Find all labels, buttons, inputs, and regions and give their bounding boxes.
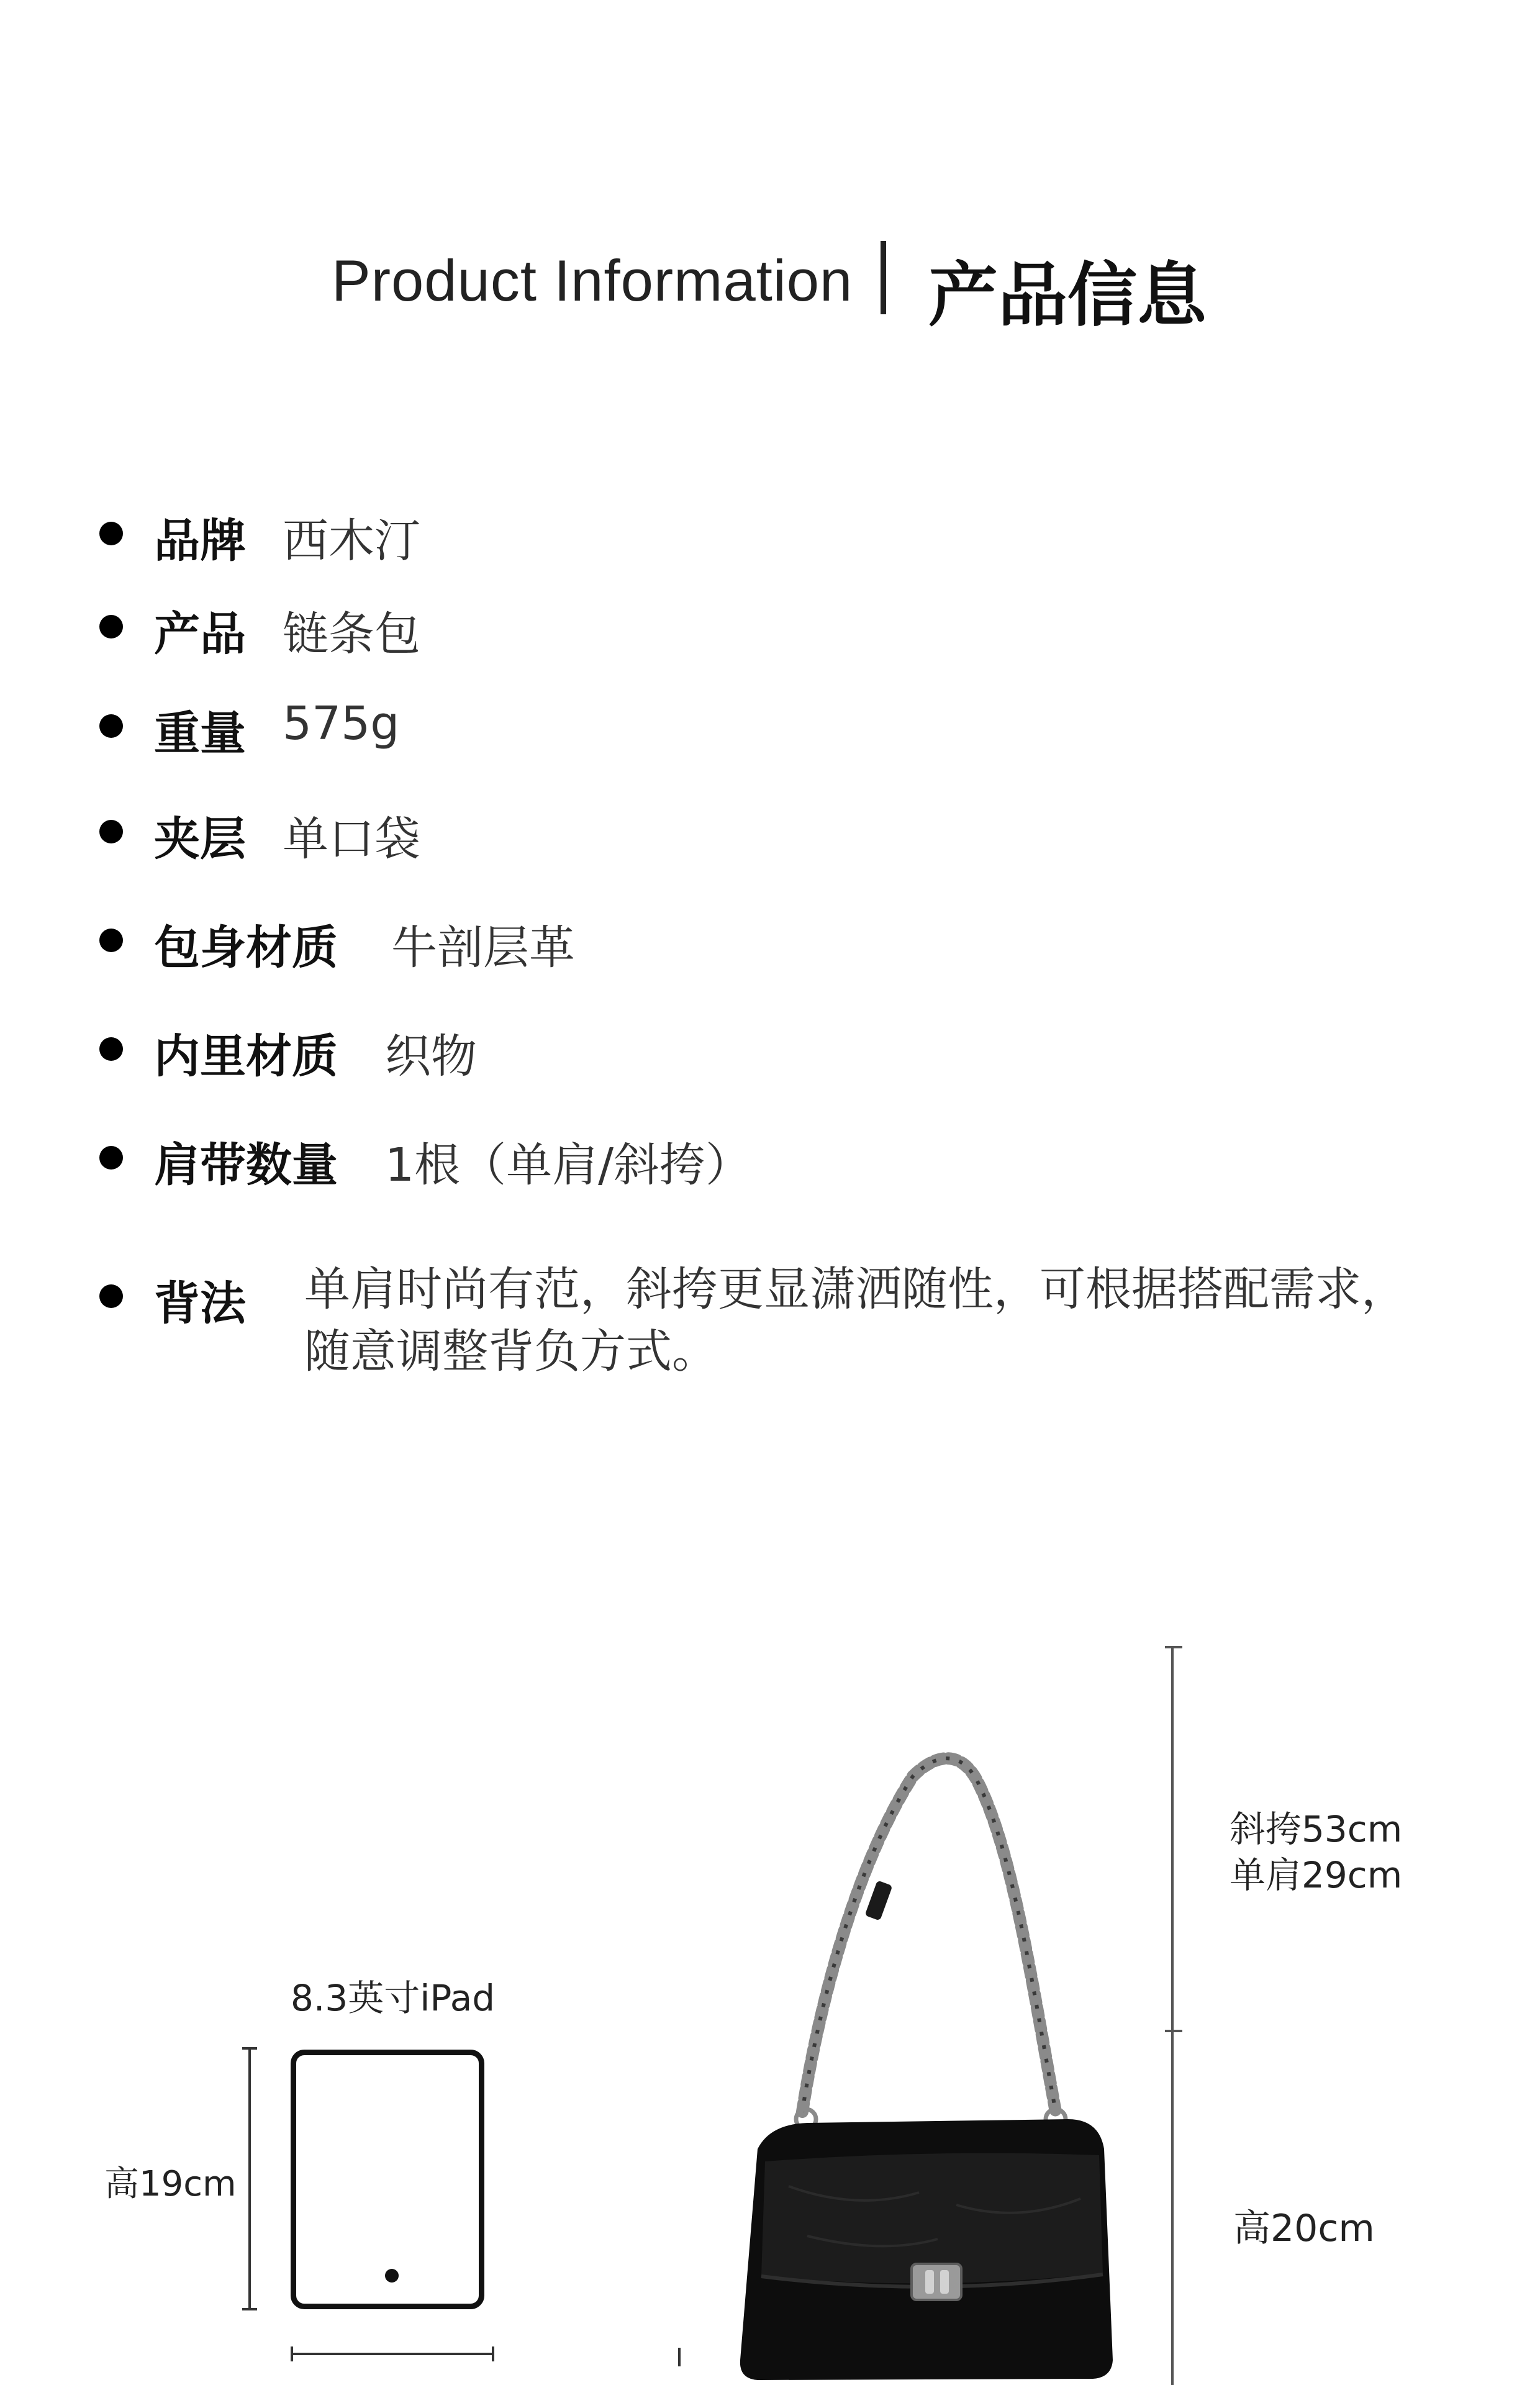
bullet-icon [99, 1284, 123, 1308]
ipad-width-measure-line [291, 2353, 494, 2355]
bullet-icon [99, 1146, 123, 1170]
bullet-icon [99, 929, 123, 952]
spec-value: 链条包 [283, 607, 420, 661]
section-header [0, 236, 1540, 335]
spec-row-carry-style [0, 1260, 1540, 1409]
spec-row-weight [0, 689, 1540, 758]
spec-label: 肩带数量 [154, 1138, 338, 1192]
header-title-en: Product Information [332, 248, 853, 313]
spec-value: 575g [283, 697, 400, 750]
strap-measure-line [1171, 1646, 1174, 2385]
spec-value: 单口袋 [283, 812, 420, 866]
spec-label: 内里材质 [154, 1030, 338, 1083]
spec-label: 背法 [154, 1277, 246, 1330]
bag-width-measure-tick [678, 2348, 681, 2366]
spec-row-pocket [0, 795, 1540, 866]
spec-label: 产品 [154, 607, 246, 661]
bullet-icon [99, 714, 123, 738]
spec-row-product [0, 590, 1540, 661]
bullet-icon [99, 820, 123, 843]
bag-height-label: 高20cm [1233, 2207, 1375, 2250]
spec-value: 单肩时尚有范，斜挎更显潇洒随性，可根据搭配需求，随意调整背负方式。 [304, 1263, 1407, 1378]
strap-shoulder-label: 单肩29cm [1230, 1854, 1403, 1896]
spec-row-strap-count [0, 1121, 1540, 1192]
spec-value: 1根（单肩/斜挎） [385, 1138, 752, 1192]
header-divider [881, 241, 886, 314]
spec-row-brand [0, 497, 1540, 568]
spec-value: 织物 [385, 1030, 477, 1083]
bag-photo-icon [733, 1677, 1155, 2385]
header-title-cn: 产品信息 [928, 255, 1207, 336]
ipad-height-measure-line [248, 2047, 251, 2310]
spec-label: 包身材质 [154, 921, 338, 974]
ipad-label: 8.3英寸iPad [291, 1977, 496, 2019]
ipad-outline-icon [291, 2050, 484, 2309]
spec-row-lining-material [0, 1012, 1540, 1081]
strap-crossbody-label: 斜挎53cm [1230, 1808, 1403, 1850]
size-diagram [0, 1615, 1540, 2385]
bullet-icon [99, 615, 123, 638]
spec-value: 西木汀 [283, 514, 420, 568]
spec-label: 品牌 [154, 514, 246, 568]
strap-measure-tick-mid [1165, 2030, 1182, 2032]
ipad-home-button [385, 2269, 399, 2283]
strap-length-labels [1230, 1806, 1402, 1898]
ipad-height-label: 高19cm [104, 2164, 237, 2204]
spec-row-body-material [0, 904, 1540, 972]
bullet-icon [99, 1037, 123, 1061]
spec-label: 重量 [154, 707, 246, 760]
spec-value: 牛剖层革 [391, 921, 575, 974]
bullet-icon [99, 522, 123, 545]
spec-label: 夹层 [154, 812, 246, 866]
strap-measure-tick-top [1165, 1646, 1182, 1648]
